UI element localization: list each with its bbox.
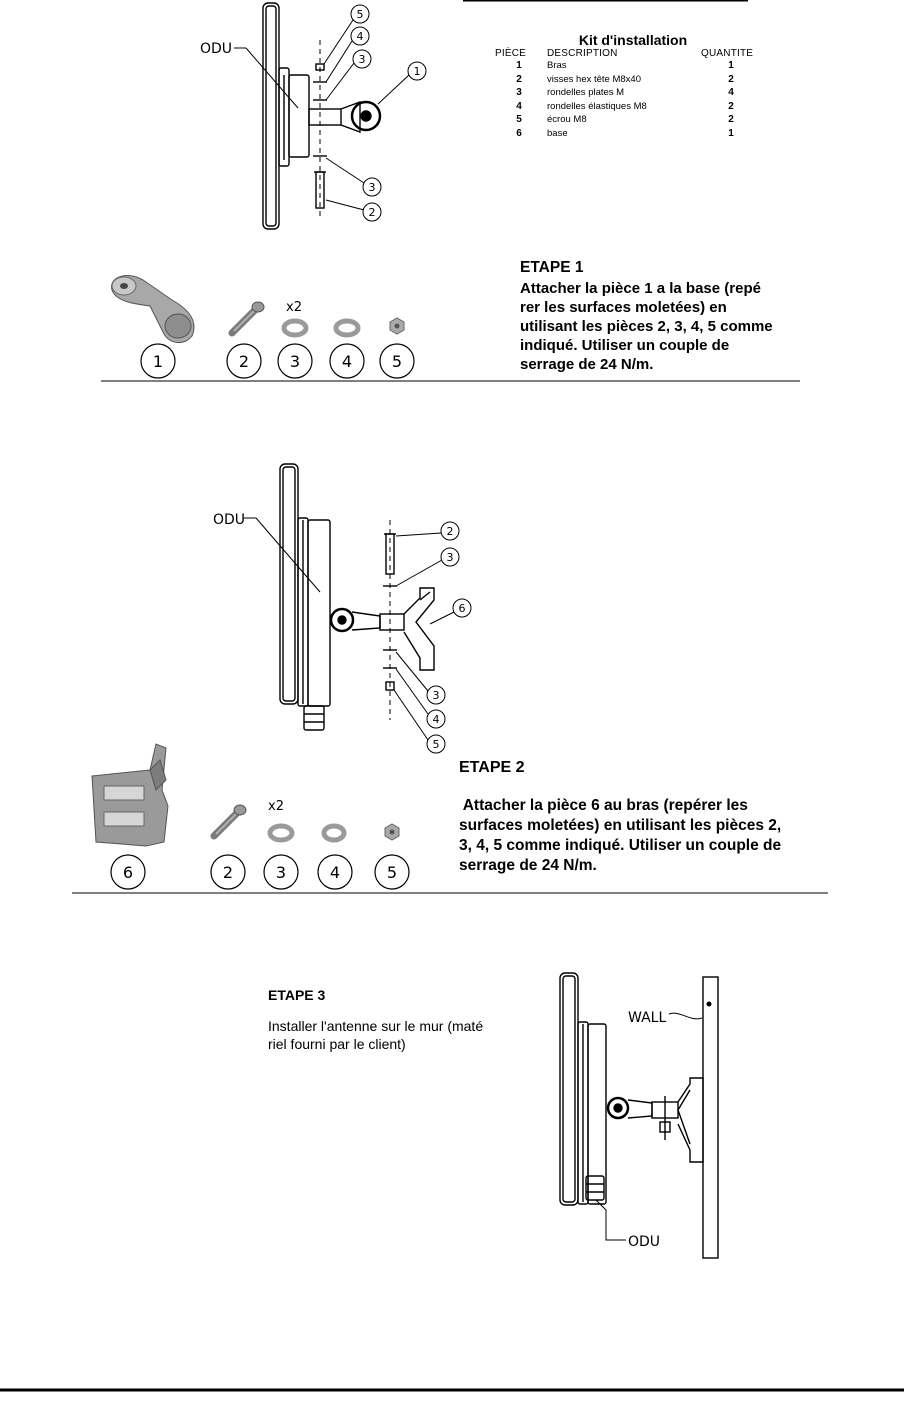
part-3-washer-image	[270, 826, 292, 840]
odu-label-fig1: ODU	[200, 41, 233, 57]
part-5-nut-image	[385, 824, 399, 840]
step-3-line: riel fourni par le client)	[268, 1036, 406, 1052]
callout-5: 5	[356, 8, 364, 21]
kit-table	[495, 48, 765, 140]
callout-3: 3	[358, 53, 366, 66]
step-1-title: ETAPE 1	[520, 259, 584, 276]
header-piece: PIÈCE	[495, 48, 527, 59]
table-row	[495, 127, 765, 141]
step-2-line: surfaces moletées) en utilisant les pièces 2,	[459, 817, 782, 834]
step-1-line: rer les surfaces moletées) en	[520, 299, 727, 316]
x2-label-row2: x2	[268, 799, 284, 814]
callout-6: 6	[458, 602, 466, 615]
piece-quantity: 4	[728, 87, 734, 98]
part-4-washer-image	[336, 321, 358, 335]
piece-quantity: 1	[728, 60, 734, 71]
kit-table-header	[495, 48, 765, 59]
piece-description: base	[547, 127, 568, 139]
piece-description: rondelles plates M	[547, 87, 625, 98]
step-2-line: serrage de 24 N/m.	[459, 857, 597, 874]
piece-number: 6	[516, 127, 522, 139]
callout-3: 3	[368, 181, 376, 194]
odu-label-fig2: ODU	[213, 512, 246, 528]
table-row	[495, 59, 765, 73]
step-2-line: Attacher la pièce 6 au bras (repérer les	[459, 797, 748, 814]
piece-number: 3	[516, 87, 522, 98]
table-row	[495, 73, 765, 87]
installation-kit	[495, 32, 765, 140]
part-number-5: 5	[386, 863, 398, 882]
table-row	[495, 86, 765, 100]
part-number-2: 2	[222, 863, 234, 882]
header-quantity: QUANTITE	[701, 48, 754, 59]
part-number-5: 5	[391, 352, 403, 371]
part-2-bolt-image	[232, 302, 264, 333]
callout-3: 3	[432, 689, 440, 702]
figure-2-callout-numbers	[433, 525, 466, 751]
step-2-line: 3, 4, 5 comme indiqué. Utiliser un couple de	[459, 837, 782, 854]
piece-description: rondelles élastiques M8	[547, 100, 647, 112]
parts-row-2	[92, 744, 409, 889]
piece-description: écrou M8	[547, 114, 587, 125]
part-5-nut-image	[390, 318, 404, 334]
step-3-instructions	[268, 986, 533, 1053]
part-6-base-image	[92, 744, 168, 846]
part-number-1: 1	[152, 352, 164, 371]
step-2-title: ETAPE 2	[459, 759, 525, 776]
step-2-instructions	[459, 758, 839, 876]
piece-number: 2	[516, 73, 522, 85]
odu-label-fig3: ODU	[628, 1234, 661, 1250]
piece-number: 1	[516, 60, 522, 71]
step-1-line: Attacher la pièce 1 a la base (repé	[520, 280, 761, 297]
wall-label: WALL	[628, 1010, 667, 1026]
part-4-washer-image	[324, 826, 344, 840]
part-number-3: 3	[275, 863, 287, 882]
part-number-3: 3	[289, 352, 301, 371]
piece-quantity: 1	[728, 127, 734, 139]
part-3-washer-image	[284, 321, 306, 335]
piece-quantity: 2	[728, 114, 734, 125]
part-1-arm-image	[112, 276, 194, 343]
piece-description: Bras	[547, 60, 567, 71]
table-row	[495, 100, 765, 114]
piece-number: 5	[516, 114, 522, 125]
part-number-4: 4	[329, 863, 341, 882]
callout-5: 5	[432, 738, 440, 751]
part-number-2: 2	[238, 352, 250, 371]
piece-quantity: 2	[728, 100, 734, 112]
callout-1: 1	[413, 65, 421, 78]
step-1-line: serrage de 24 N/m.	[520, 356, 654, 373]
step-3-title: ETAPE 3	[268, 987, 326, 1003]
step-1-line: utilisant les pièces 2, 3, 4, 5 comme	[520, 318, 773, 335]
table-row	[495, 113, 765, 127]
piece-description: visses hex tête M8x40	[547, 73, 641, 85]
step-1-line: indiqué. Utiliser un couple de	[520, 337, 730, 354]
figure-3-leader-lines	[596, 1013, 702, 1240]
step-1-instructions	[520, 258, 810, 374]
header-description: DESCRIPTION	[547, 48, 618, 59]
callout-2: 2	[368, 206, 376, 219]
kit-title: Kit d'installation	[578, 32, 688, 48]
part-number-6: 6	[122, 863, 134, 882]
callout-2: 2	[446, 525, 454, 538]
part-number-4: 4	[341, 352, 353, 371]
parts-row-1	[112, 276, 414, 378]
callout-4: 4	[356, 30, 364, 43]
piece-number: 4	[516, 100, 522, 112]
piece-quantity: 2	[728, 73, 734, 85]
callout-3: 3	[446, 551, 454, 564]
part-2-bolt-image	[214, 805, 246, 836]
callout-4: 4	[432, 713, 440, 726]
x2-label-row1: x2	[286, 300, 302, 315]
step-3-line: Installer l'antenne sur le mur (maté	[268, 1018, 484, 1034]
